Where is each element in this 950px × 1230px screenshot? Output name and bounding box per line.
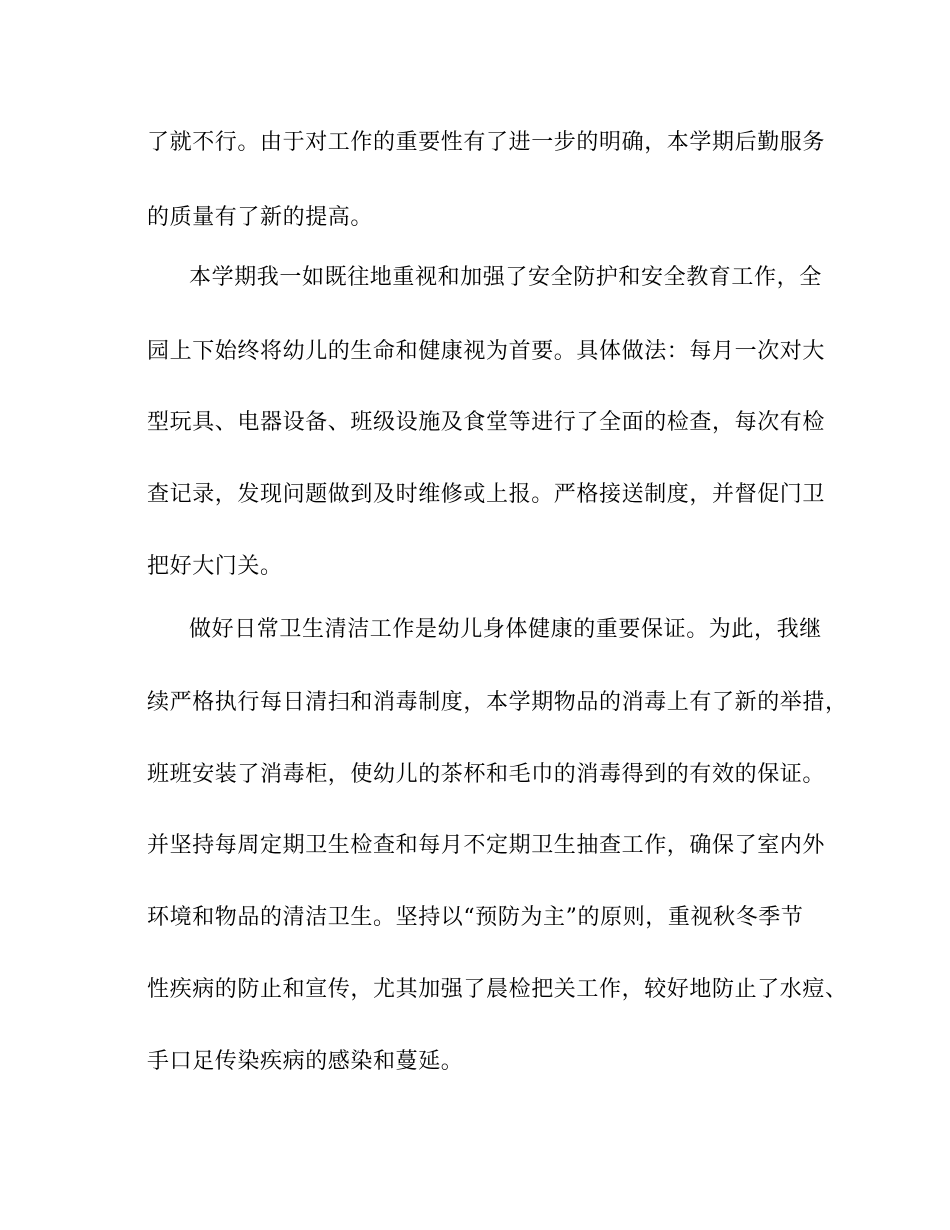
text-line: 手口足传染疾病的感染和蔓延。 [147,1049,464,1074]
text-line: 续严格执行每日清扫和消毒制度，本学期物品的消毒上有了新的举措， [147,690,848,715]
text-line: 型玩具、电器设备、班级设施及食堂等进行了全面的检查，每次有检 [147,410,826,435]
text-line: 环境和物品的清洁卫生。坚持以“预防为主”的原则，重视秋冬季节 [147,905,804,930]
text-line: 性疾病的防止和宣传，尤其加强了晨检把关工作，较好地防止了水痘、 [147,977,848,1002]
text-line: 并坚持每周定期卫生检查和每月不定期卫生抽查工作，确保了室内外 [147,833,826,858]
text-line: 本学期我一如既往地重视和加强了安全防护和安全教育工作，全 [189,265,822,290]
text-line: 做好日常卫生清洁工作是幼儿身体健康的重要保证。为此，我继 [189,617,822,642]
text-line: 了就不行。由于对工作的重要性有了进一步的明确，本学期后勤服务 [147,130,826,155]
text-line: 班班安装了消毒柜，使幼儿的茶杯和毛巾的消毒得到的有效的保证。 [147,762,826,787]
text-line: 园上下始终将幼儿的生命和健康视为首要。具体做法：每月一次对大 [147,339,826,364]
text-line: 查记录，发现问题做到及时维修或上报。严格接送制度，并督促门卫 [147,482,826,507]
text-line: 把好大门关。 [147,554,283,579]
text-line: 的质量有了新的提高。 [147,205,374,230]
